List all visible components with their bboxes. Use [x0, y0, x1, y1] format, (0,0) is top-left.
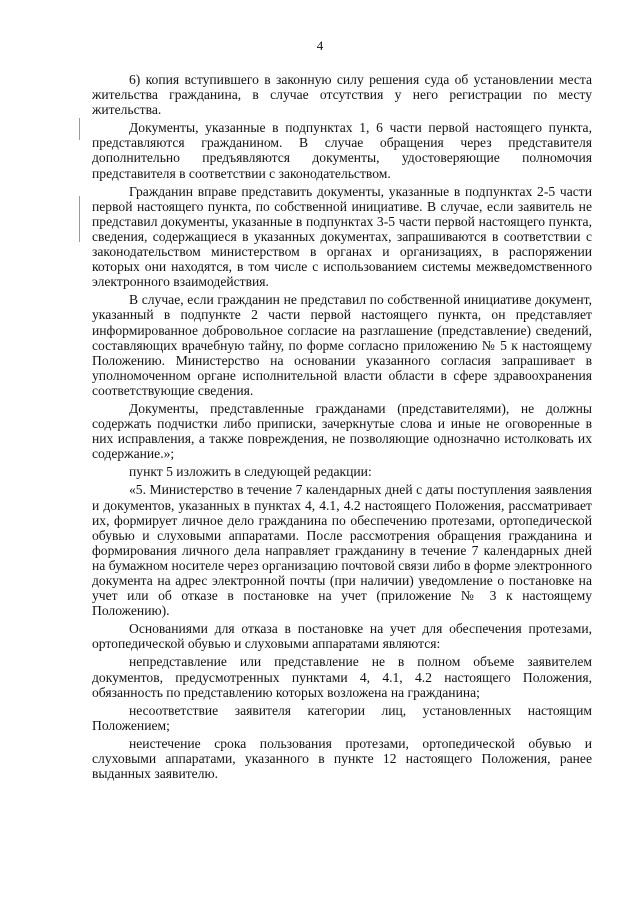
paragraph: неистечение срока пользования протезами, ортопедической обувью и слуховыми аппаратами, указанного в пункте 12 настоящего Положения, ранее выданных заявителю. [92, 735, 592, 782]
paragraph: Гражданин вправе представить документы, указанные в подпунктах 2-5 части первой настоящего пункта, по собственной инициативе. В случае, если заявитель не представил документы, указанные в подпунктах 3-5 части первой настоящего пункта, сведения, содержащиеся в указанных документах, запрашиваются в соответствии с законодательством министерством в органах и организациях, в распоряжении которых они находятся, в том числе с использованием системы межведомственного электронного взаимодействия. [92, 183, 592, 290]
paragraph: Документы, указанные в подпунктах 1, 6 части первой настоящего пункта, представляются гражданином. В случае обращения через представителя дополнительно предъявляются документы, удостоверяющие полномочия представителя в соответствии с законодательством. [92, 120, 592, 181]
paragraph: непредставление или представление не в полном объеме заявителем документов, предусмотренных пунктами 4, 4.1, 4.2 настоящего Положения, обязанность по представлению которых возложена на гражданина; [92, 654, 592, 700]
paragraph: Основаниями для отказа в постановке на учет для обеспечения протезами, ортопедической обувью и слуховыми аппаратами являются: [92, 621, 592, 652]
margin-mark [79, 118, 80, 140]
paragraph: 6) копия вступившего в законную силу решения суда об установлении места жительства гражданина, в случае отсутствия у него регистрации по месту жительства. [92, 72, 592, 118]
page-number: 4 [316, 38, 324, 53]
paragraph: В случае, если гражданин не представил по собственной инициативе документ, указанный в подпункте 2 части первой настоящего пункта, он представляет информированное добровольное согласие на разглашение (представление) сведений, составляющих врачебную тайну, по форме согласно приложению № 5 к настоящему Положению. Министерство на основании указанного согласия запрашивает в уполномоченном органе исполнительной власти области в сфере здравоохранения соответствующие сведения. [92, 292, 592, 398]
document-body [92, 72, 592, 784]
paragraph: несоответствие заявителя категории лиц, установленных настоящим Положением; [92, 702, 592, 733]
paragraph: «5. Министерство в течение 7 календарных дней с даты поступления заявления и документов, указанных в пунктах 4, 4.1, 4.2 настоящего Положения, рассматривает их, формирует личное дело гражданина по обеспечению протезами, ортопедической обувью и слуховыми аппаратами. После рассмотрения обращения гражданина и формирования личного дела направляет гражданину в течение 7 календарных дней на бумажном носителе через организацию почтовой связи либо в форме электронного документа на адрес электронной почты (при наличии) уведомление о постановке на учет или об отказе в постановке на учет (приложение № 3 к настоящему Положению). [92, 482, 592, 619]
paragraph: пункт 5 изложить в следующей редакции: [129, 464, 372, 480]
margin-mark [79, 196, 80, 242]
paragraph: Документы, представленные гражданами (представителями), не должны содержать подчистки либо приписки, зачеркнутые слова и иные не оговоренные в них исправления, а также повреждения, не позволяющие однозначно истолковать их содержание.»; [92, 400, 592, 462]
